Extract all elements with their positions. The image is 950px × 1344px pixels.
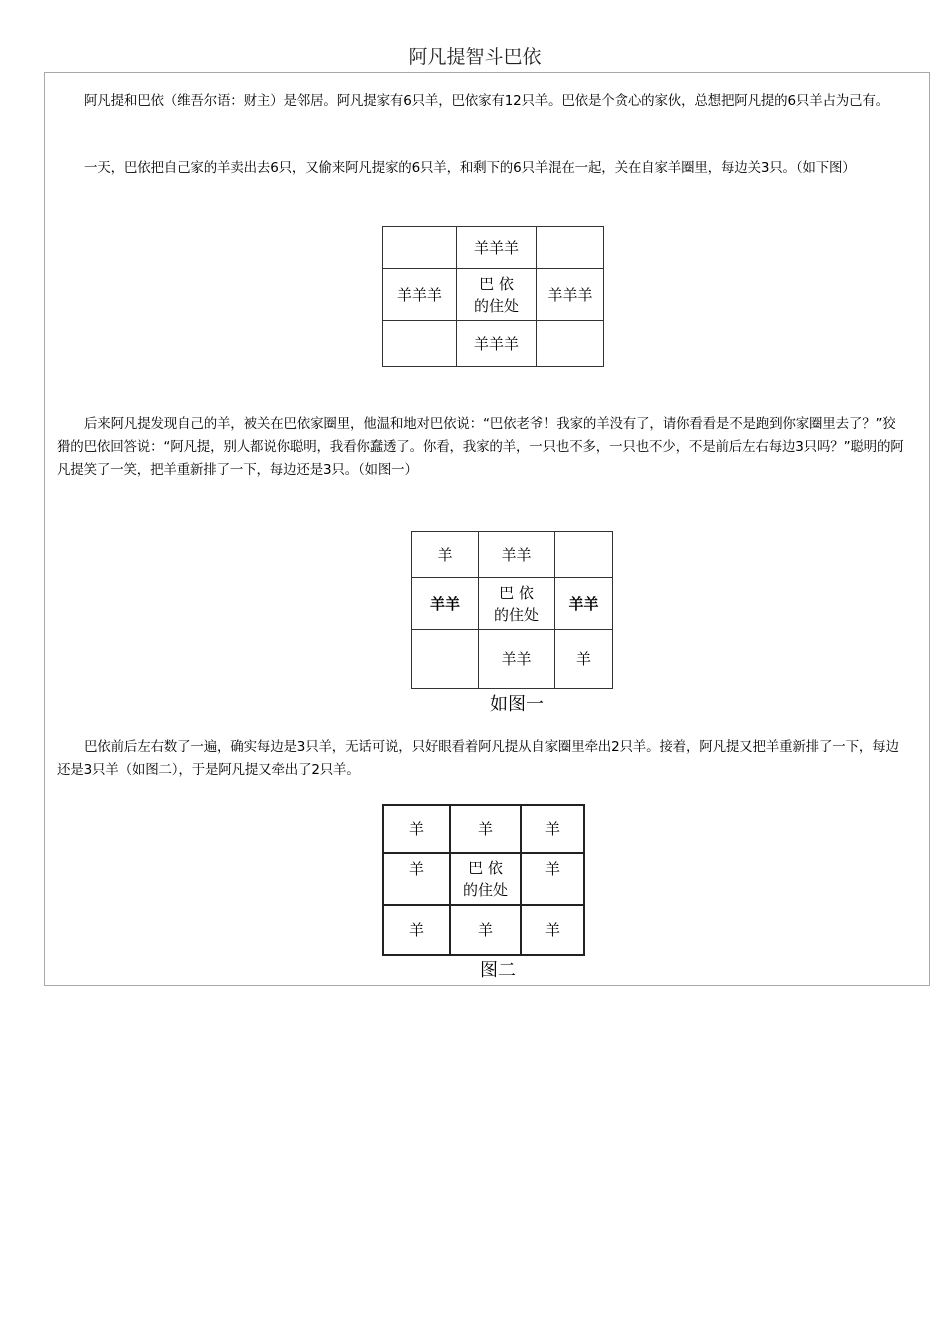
paragraph-conclusion: 巴依前后左右数了一遍，确实每边是3只羊，无话可说，只好眼看着阿凡提从自家圈里牵出2只羊。接着，阿凡提又把羊重新排了一下，每边还是3只羊（如图二），于是阿凡提又牵出了2只羊。 xyxy=(57,739,899,778)
pen-diagram-initial xyxy=(382,226,604,367)
bayi-home-cell: 巴 依 的住处 xyxy=(457,269,537,321)
paragraph-dialogue: 后来阿凡提发现自己的羊，被关在巴依家圈里，他温和地对巴依说：“巴依老爷！我家的羊没有了，请你看看是不是跑到你家圈里去了？”狡猾的巴依回答说：“阿凡提，别人都说你聪明，我看你蠢透了。你看，我家的羊，一只也不多，一只也不少，不是前后左右每边3只吗？”聪明的阿凡提笑了一笑，把羊重新排了一下，每边还是3只。（如图一） xyxy=(57,416,904,478)
pen-cell: 羊 xyxy=(450,905,521,955)
pen-cell: 羊 xyxy=(555,630,613,689)
bayi-home-cell: 巴 依 的住处 xyxy=(479,578,555,630)
pen-cell: 羊 xyxy=(521,905,584,955)
pen-cell: 羊 xyxy=(383,905,450,955)
pen-cell: 羊羊 xyxy=(479,532,555,578)
figure-2-caption: 图二 xyxy=(480,960,516,981)
pen-cell: 羊羊 xyxy=(412,578,479,630)
figure-1-caption: 如图一 xyxy=(490,694,544,715)
pen-cell: 羊羊 xyxy=(479,630,555,689)
pen-cell: 羊 xyxy=(450,805,521,853)
bayi-home-cell: 巴 依 的住处 xyxy=(450,853,521,905)
pen-cell xyxy=(555,532,613,578)
pen-cell: 羊羊羊 xyxy=(383,269,457,321)
paragraph-intro: 阿凡提和巴依（维吾尔语：财主）是邻居。阿凡提家有6只羊，巴依家有12只羊。巴依是个贪心的家伙，总想把阿凡提的6只羊占为己有。 xyxy=(84,93,889,109)
pen-cell: 羊 xyxy=(521,853,584,905)
pen-cell: 羊 xyxy=(383,805,450,853)
pen-cell xyxy=(383,227,457,269)
pen-cell: 羊羊羊 xyxy=(457,227,537,269)
page-title: 阿凡提智斗巴依 xyxy=(408,46,542,68)
pen-cell xyxy=(383,321,457,367)
pen-cell: 羊 xyxy=(412,532,479,578)
pen-cell xyxy=(537,227,604,269)
pen-cell: 羊羊羊 xyxy=(537,269,604,321)
pen-cell: 羊 xyxy=(521,805,584,853)
pen-cell: 羊羊羊 xyxy=(457,321,537,367)
pen-cell: 羊 xyxy=(383,853,450,905)
pen-diagram-figure-1 xyxy=(411,531,613,689)
pen-diagram-figure-2 xyxy=(382,804,585,956)
pen-cell: 羊羊 xyxy=(555,578,613,630)
paragraph-setup: 一天，巴依把自己家的羊卖出去6只，又偷来阿凡提家的6只羊，和剩下的6只羊混在一起，关在自家羊圈里，每边关3只。（如下图） xyxy=(84,160,856,176)
pen-cell xyxy=(537,321,604,367)
pen-cell xyxy=(412,630,479,689)
